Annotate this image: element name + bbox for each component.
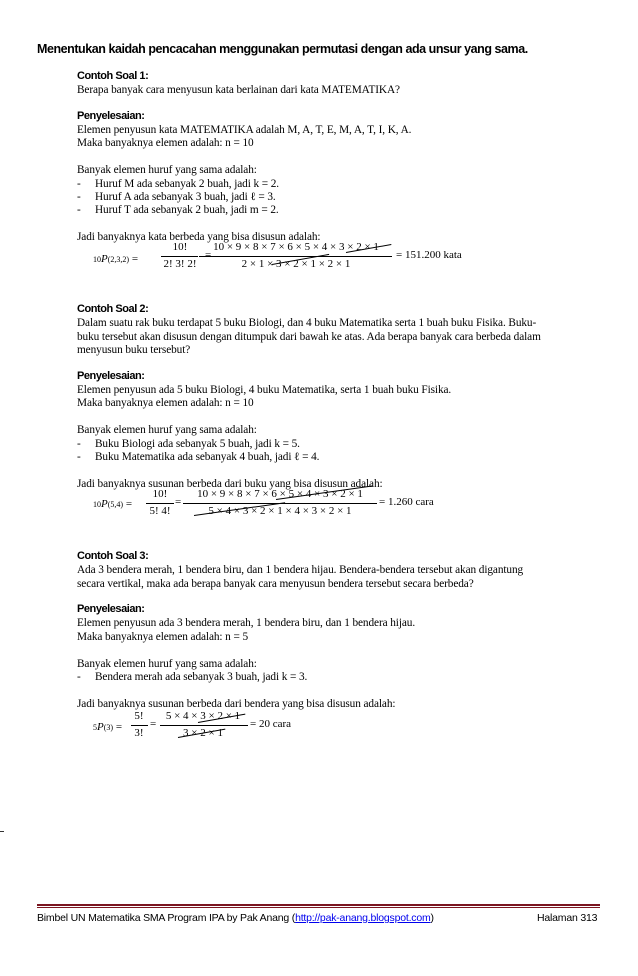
soal1-bullet3: Huruf T ada sebanyak 2 buah, jadi m = 2. — [95, 204, 279, 216]
soal3-line1: Elemen penyusun ada 3 bendera merah, 1 bendera biru, dan 1 bendera hijau. — [77, 617, 416, 629]
soal2-question-line2: buku tersebut akan disusun dengan ditumpuk dari bawah ke atas. Ada berapa banyak cara berbeda dalam — [77, 331, 541, 343]
soal3-line4: Jadi banyaknya susunan berbeda dari bendera yang bisa disusun adalah: — [77, 698, 396, 710]
soal1-bullet-dash: - — [77, 178, 81, 190]
soal2-line2: Maka banyaknya elemen adalah: n = 10 — [77, 397, 254, 409]
soal3-heading: Contoh Soal 3: — [77, 550, 149, 562]
soal1-question: Berapa banyak cara menyusun kata berlainan dari kata MATEMATIKA? — [77, 84, 400, 96]
soal3-result: = 20 cara — [250, 718, 292, 730]
soal2-formula-lhs: 10P(5,4) = — [93, 498, 133, 510]
soal3-question-line1: Ada 3 bendera merah, 1 bendera biru, dan 1 bendera hijau. Bendera-bendera tersebut akan digantung — [77, 564, 524, 576]
equals-sign: = — [150, 718, 157, 730]
soal2-frac1-num: 10! — [152, 488, 168, 500]
soal2-bullet2: Buku Matematika ada sebanyak 4 buah, jadi ℓ = 4. — [95, 451, 320, 463]
soal1-frac1-den: 2! 3! 2! — [163, 258, 197, 270]
soal1-bullet2: Huruf A ada sebanyak 3 buah, jadi ℓ = 3. — [95, 191, 276, 203]
soal1-bullet1: Huruf M ada sebanyak 2 buah, jadi k = 2. — [95, 178, 280, 190]
fraction-bar — [160, 725, 248, 726]
soal2-heading: Contoh Soal 2: — [77, 303, 149, 315]
soal1-frac2-num: 10 × 9 × 8 × 7 × 6 × 5 × 4 × 3 × 2 × 1 — [213, 241, 379, 253]
soal1-frac2-den: 2 × 1 × 3 × 2 × 1 × 2 × 1 — [241, 258, 351, 270]
equals-sign: = — [205, 249, 212, 261]
soal3-frac2-den: 3 × 2 × 1 — [183, 727, 223, 739]
soal2-question-line3: menyusun buku tersebut? — [77, 344, 191, 356]
soal1-line2: Maka banyaknya elemen adalah: n = 10 — [77, 137, 254, 149]
soal1-line4: Jadi banyaknya kata berbeda yang bisa disusun adalah: — [77, 231, 321, 243]
soal3-bullet-dash: - — [77, 671, 81, 683]
soal3-question-line2: secara vertikal, maka ada berapa banyak cara menyusun bendera tersebut secara berbeda? — [77, 578, 474, 590]
fraction-bar — [131, 725, 148, 726]
footer-link[interactable]: http://pak-anang.blogspot.com — [295, 912, 431, 924]
soal2-result: = 1.260 cara — [379, 496, 434, 508]
soal3-line2: Maka banyaknya elemen adalah: n = 5 — [77, 631, 249, 643]
footer-left: Bimbel UN Matematika SMA Program IPA by Pak Anang (http://pak-anang.blogspot.com) — [37, 912, 434, 924]
soal1-heading: Contoh Soal 1: — [77, 70, 149, 82]
soal1-bullet-dash: - — [77, 191, 81, 203]
soal2-frac1-den: 5! 4! — [149, 505, 171, 517]
soal2-frac2-num: 10 × 9 × 8 × 7 × 6 × 5 × 4 × 3 × 2 × 1 — [197, 488, 363, 500]
soal3-frac1-num: 5! — [134, 710, 144, 722]
footer-rule-thin — [37, 907, 600, 908]
fraction-bar — [146, 503, 174, 504]
soal3-line3: Banyak elemen huruf yang sama adalah: — [77, 658, 257, 670]
soal3-bullet1: Bendera merah ada sebanyak 3 buah, jadi k = 3. — [95, 671, 308, 683]
soal2-frac2-den: 5 × 4 × 3 × 2 × 1 × 4 × 3 × 2 × 1 — [208, 505, 352, 517]
soal1-line3: Banyak elemen huruf yang sama adalah: — [77, 164, 257, 176]
soal1-penyelesaian: Penyelesaian: — [77, 110, 145, 122]
soal3-penyelesaian: Penyelesaian: — [77, 603, 145, 615]
fraction-bar — [161, 256, 198, 257]
soal1-formula-lhs: 10P(2,3,2) = — [93, 253, 139, 265]
margin-mark — [0, 831, 4, 832]
soal2-line3: Banyak elemen huruf yang sama adalah: — [77, 424, 257, 436]
soal1-bullet-dash: - — [77, 204, 81, 216]
soal2-bullet-dash: - — [77, 438, 81, 450]
soal2-bullet1: Buku Biologi ada sebanyak 5 buah, jadi k = 5. — [95, 438, 300, 450]
footer-rule — [37, 904, 600, 906]
equals-sign: = — [175, 496, 182, 508]
soal1-frac1-num: 10! — [172, 241, 188, 253]
soal3-frac1-den: 3! — [134, 727, 144, 739]
soal2-line4: Jadi banyaknya susunan berbeda dari buku yang bisa disusun adalah: — [77, 478, 383, 490]
soal2-line1: Elemen penyusun ada 5 buku Biologi, 4 buku Matematika, serta 1 buah buku Fisika. — [77, 384, 452, 396]
soal3-frac2-num: 5 × 4 × 3 × 2 × 1 — [165, 710, 241, 722]
soal2-question-line1: Dalam suatu rak buku terdapat 5 buku Biologi, dan 4 buku Matematika serta 1 buah buku Fisika. Buku- — [77, 317, 537, 329]
soal2-penyelesaian: Penyelesaian: — [77, 370, 145, 382]
footer-page-number: Halaman 313 — [537, 912, 598, 924]
soal1-line1: Elemen penyusun kata MATEMATIKA adalah M, A, T, E, M, A, T, I, K, A. — [77, 124, 412, 136]
fraction-bar — [199, 256, 392, 257]
soal1-result: = 151.200 kata — [396, 249, 462, 261]
soal2-bullet-dash: - — [77, 451, 81, 463]
page-title: Menentukan kaidah pencacahan menggunakan permutasi dengan ada unsur yang sama. — [37, 42, 528, 56]
soal3-formula-lhs: 5P(3) = — [93, 721, 123, 733]
